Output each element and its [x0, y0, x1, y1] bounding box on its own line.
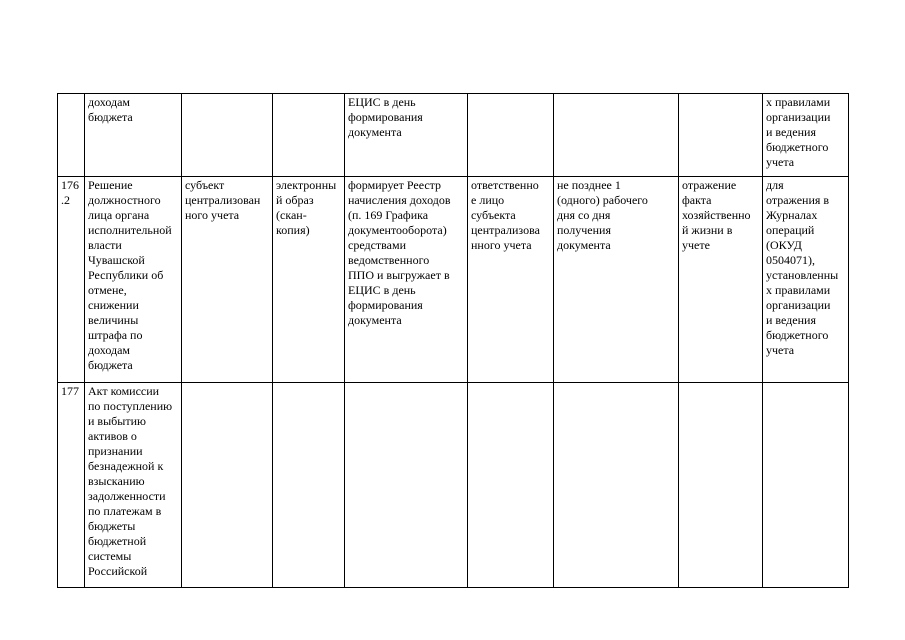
- cell-action: формирует Реестр начисления доходов (п. 169 Графика документооборота) средствами ведомственного ППО и выгружает в ЕЦИС в день формирования документа: [345, 177, 468, 383]
- cell-action: [345, 383, 468, 588]
- cell-reflection: [679, 383, 763, 588]
- table-row: [58, 177, 849, 383]
- cell-document: Акт комиссии по поступлению и выбытию активов о признании безнадежной к взысканию задолженности по платежам в бюджеты бюджетной системы Российской: [85, 383, 182, 588]
- cell-form: [273, 383, 345, 588]
- table-row: [58, 94, 849, 177]
- cell-responsible: ответственно е лицо субъекта централизова нного учета: [468, 177, 554, 383]
- cell-number: 177: [58, 383, 85, 588]
- cell-purpose: [763, 383, 849, 588]
- cell-reflection: отражение факта хозяйственно й жизни в учете: [679, 177, 763, 383]
- cell-purpose: х правилами организации и ведения бюджетного учета: [763, 94, 849, 177]
- cell-reflection: [679, 94, 763, 177]
- cell-responsible: [468, 94, 554, 177]
- cell-responsible: [468, 383, 554, 588]
- cell-deadline: [554, 383, 679, 588]
- cell-deadline: не позднее 1 (одного) рабочего дня со дня получения документа: [554, 177, 679, 383]
- cell-form: электронны й образ (скан- копия): [273, 177, 345, 383]
- document-table: [57, 93, 849, 588]
- cell-action: ЕЦИС в день формирования документа: [345, 94, 468, 177]
- cell-subject: [182, 383, 273, 588]
- cell-purpose: для отражения в Журналах операций (ОКУД 0504071), установленны х правилами организации и ведения бюджетного учета: [763, 177, 849, 383]
- cell-document: Решение должностного лица органа исполнительной власти Чувашской Республики об отмене, снижении величины штрафа по доходам бюджета: [85, 177, 182, 383]
- cell-document: доходам бюджета: [85, 94, 182, 177]
- table-row: [58, 383, 849, 588]
- cell-deadline: [554, 94, 679, 177]
- cell-form: [273, 94, 345, 177]
- cell-number: [58, 94, 85, 177]
- cell-subject: [182, 94, 273, 177]
- cell-subject: субъект централизован ного учета: [182, 177, 273, 383]
- cell-number: 176 .2: [58, 177, 85, 383]
